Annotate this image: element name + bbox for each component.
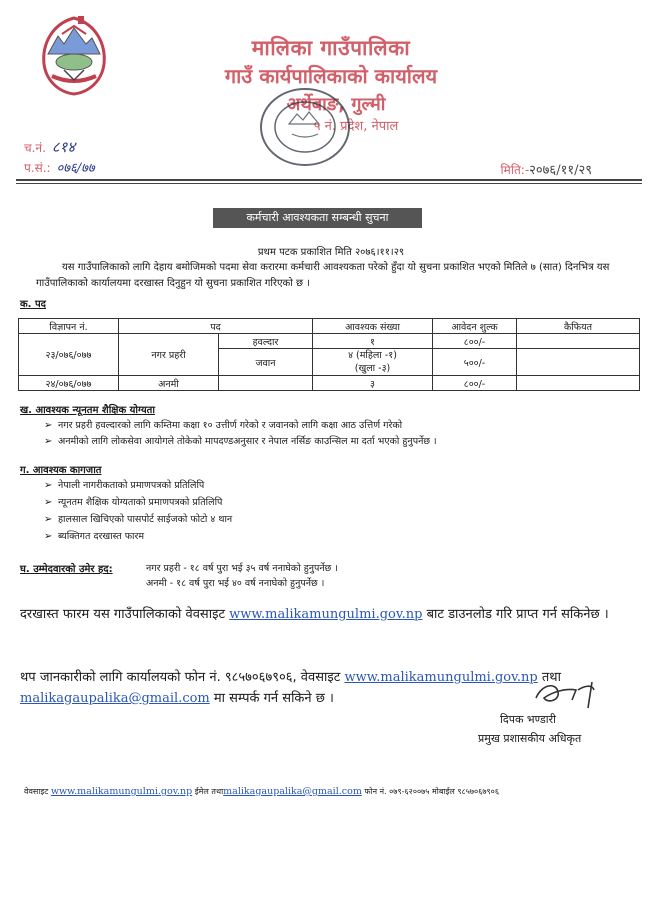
footer-phone: फोन नं. ०७९-६२००७५ मोबाईल ९८५७०६७९०६ bbox=[364, 787, 499, 796]
remarks-cell bbox=[517, 349, 640, 376]
post-cell: नगर प्रहरी bbox=[119, 334, 219, 376]
table-header: पद bbox=[119, 319, 313, 334]
ad-number-cell: २४/०७६/०७७ bbox=[19, 376, 119, 391]
remarks-cell bbox=[517, 334, 640, 349]
table-header: विज्ञापन नं. bbox=[19, 319, 119, 334]
count-line: (खुला -३) bbox=[354, 363, 391, 374]
fee-cell: ८००/- bbox=[433, 376, 517, 391]
list-item bbox=[44, 512, 232, 525]
office-stamp bbox=[256, 84, 354, 170]
count-cell bbox=[313, 349, 433, 376]
handwritten-signature bbox=[532, 678, 612, 712]
contact-conjunction: तथा bbox=[541, 670, 561, 685]
download-paragraph bbox=[20, 604, 640, 625]
list-item-text: नेपाली नागरीकताको प्रमाणपत्रको प्रतिलिपि bbox=[58, 480, 205, 491]
download-text-end: बाट डाउनलोड गरि प्राप्त गर्न सकिनेछ । bbox=[426, 607, 609, 622]
date-label: मिति:- bbox=[500, 163, 530, 177]
email-link[interactable]: malikagaupalika@gmail.com bbox=[20, 691, 210, 706]
list-item bbox=[44, 529, 144, 542]
table-header: आवश्यक संख्या bbox=[313, 319, 433, 334]
count-cell: ३ bbox=[313, 376, 433, 391]
website-link[interactable]: www.malikamungulmi.gov.np bbox=[229, 607, 423, 622]
list-item-text: ब्यक्तिगत दरखास्त फारम bbox=[58, 531, 145, 542]
intro-paragraph: यस गाउँपालिकाको लागि देहाय बमोजिमको पदमा सेवा करारमा कर्मचारी आवश्यकता परेको हुँदा यो सुचना प्रकाशित भएको मितिले ७ (सात) दिनभित्र यस गाउँपालिकाको कार्यालयमा दरखास्त दिनुहुन यो सुचना प्रकाशित गरिएको छ । bbox=[36, 262, 610, 289]
list-item bbox=[44, 434, 437, 447]
notice-title: कर्मचारी आवश्यकता सम्बन्धी सुचना bbox=[213, 208, 422, 228]
sub-post-cell: हवल्दार bbox=[219, 334, 313, 349]
count-cell: १ bbox=[313, 334, 433, 349]
posts-table bbox=[18, 318, 640, 391]
list-item-text: नगर प्रहरी हवल्दारको लागि कम्तिमा कक्षा १० उत्तीर्ण गरेको र जवानको लागि कक्षा आठ उत्तिर्ण गरेको bbox=[58, 420, 403, 431]
fee-cell: ८००/- bbox=[433, 334, 517, 349]
website-link[interactable]: www.malikamungulmi.gov.np bbox=[344, 670, 538, 685]
footer-email-link[interactable]: malikagaupalika@gmail.com bbox=[223, 786, 362, 797]
arrow-bullet-icon: ➢ bbox=[44, 497, 53, 508]
footer-website-label: वेवसाइट bbox=[24, 787, 49, 796]
list-item-text: हालसाल खिचिएको पासपोर्ट साईजको फोटो ४ थान bbox=[58, 514, 233, 525]
sub-post-cell: जवान bbox=[219, 349, 313, 376]
office-place: अर्थेबाङ, गुल्मी bbox=[286, 94, 386, 115]
header-divider-thin bbox=[16, 183, 642, 184]
letter-number-value: ८१४ bbox=[51, 138, 76, 156]
arrow-bullet-icon: ➢ bbox=[44, 480, 53, 491]
publication-date: प्रथम पटक प्रकाशित मिति २०७६।११।२९ bbox=[257, 247, 405, 258]
header-divider bbox=[16, 179, 642, 181]
age-limit-police: नगर प्रहरी - १८ वर्ष पुरा भई ३५ वर्ष ननाघेको हुनुपर्नेछ । bbox=[146, 563, 338, 574]
table-header: कैफियत bbox=[517, 319, 640, 334]
office-province: ५ नं. प्रदेश, नेपाल bbox=[313, 119, 399, 134]
table-header: आवेदन शुल्क bbox=[433, 319, 517, 334]
contact-text-end: मा सम्पर्क गर्न सकिने छ । bbox=[213, 691, 334, 706]
fiscal-year-label: प.सं.: bbox=[24, 161, 51, 175]
section-documents-heading: ग. आवश्यक कागजात bbox=[20, 465, 102, 476]
footer-website-link[interactable]: www.malikamungulmi.gov.np bbox=[50, 786, 193, 797]
download-text: दरखास्त फारम यस गाउँपालिकाको वेवसाइट bbox=[20, 607, 226, 622]
date-value: २०७६/११/२९ bbox=[529, 163, 592, 178]
table-row bbox=[19, 376, 640, 391]
section-posts-heading: क. पद bbox=[20, 299, 46, 310]
contact-text: थप जानकारीको लागि कार्यालयको फोन नं. ९८५७०६७९०६, वेवसाइट bbox=[20, 670, 341, 685]
letter-number bbox=[24, 137, 75, 157]
office-name: गाउँ कार्यपालिकाको कार्यालय bbox=[224, 64, 438, 88]
arrow-bullet-icon: ➢ bbox=[44, 531, 53, 542]
post-cell: अनमी bbox=[119, 376, 219, 391]
footer-email-label: ईमेल तथा bbox=[194, 787, 224, 796]
list-item bbox=[44, 418, 402, 431]
section-qualification-heading: ख. आवश्यक न्यूनतम शैक्षिक योग्यता bbox=[20, 405, 155, 416]
table-row bbox=[19, 334, 640, 349]
arrow-bullet-icon: ➢ bbox=[44, 514, 53, 525]
ad-number-cell: २३/०७६/०७७ bbox=[19, 334, 119, 376]
fiscal-year-value: ०७६/७७ bbox=[56, 161, 95, 176]
count-line: ४ (महिला -१) bbox=[348, 350, 397, 361]
arrow-bullet-icon: ➢ bbox=[44, 436, 53, 447]
arrow-bullet-icon: ➢ bbox=[44, 420, 53, 431]
signatory-title: प्रमुख प्रशासकीय अधिकृत bbox=[478, 732, 582, 745]
letter-number-label: च.नं. bbox=[24, 141, 46, 155]
table-header-row bbox=[19, 319, 640, 334]
letter-date bbox=[501, 160, 592, 178]
list-item-text: अनमीको लागि लोकसेवा आयोगले तोकेको मापदण्डअनुसार र नेपाल नर्सिङ काउन्सिल मा दर्ता भएको हुनुपर्नेछ । bbox=[58, 436, 437, 447]
list-item bbox=[44, 478, 204, 491]
municipality-name: मालिका गाउँपालिका bbox=[251, 36, 411, 60]
fiscal-year bbox=[24, 158, 95, 176]
fee-cell: ५००/- bbox=[433, 349, 517, 376]
remarks-cell bbox=[517, 376, 640, 391]
signatory-name: दिपक भण्डारी bbox=[500, 713, 556, 726]
sub-post-cell bbox=[219, 376, 313, 391]
age-limit-anmi: अनमी - १८ वर्ष पुरा भई ४० वर्ष ननाघेको हुनुपर्नेछ । bbox=[146, 578, 325, 589]
list-item bbox=[44, 495, 222, 508]
list-item-text: न्यूनतम शैक्षिक योग्यताको प्रमाणपत्रको प्रतिलिपि bbox=[58, 497, 223, 508]
section-age-heading: घ. उम्मेदवारको उमेर हद: bbox=[20, 564, 113, 575]
footer bbox=[24, 786, 499, 797]
